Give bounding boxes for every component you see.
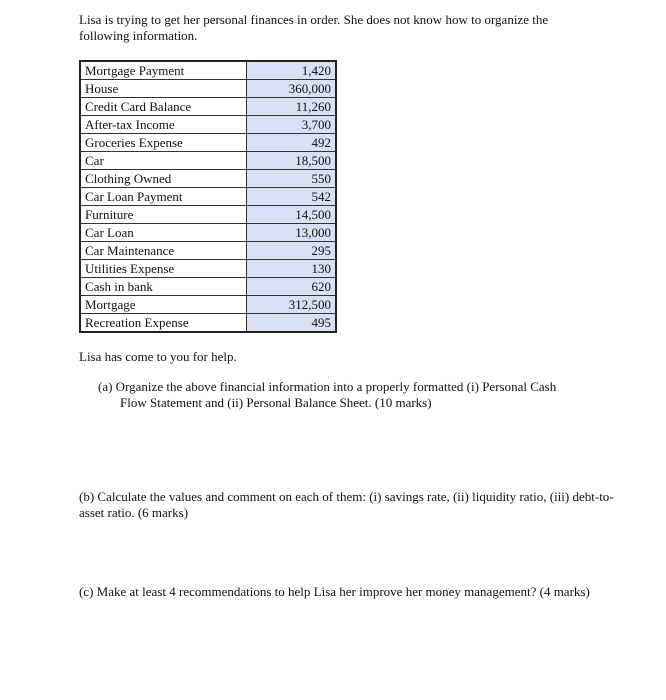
table-row — [80, 206, 336, 224]
row-value: 11,260 — [247, 98, 337, 116]
row-label: Recreation Expense — [80, 314, 247, 333]
table-row — [80, 260, 336, 278]
question-c: (c) Make at least 4 recommendations to help Lisa her improve her money management? (4 marks) — [79, 584, 590, 599]
row-label: Car — [80, 152, 247, 170]
row-label: Groceries Expense — [80, 134, 247, 152]
table-row — [80, 98, 336, 116]
table-row — [80, 314, 336, 333]
row-value: 492 — [247, 134, 337, 152]
row-label: Credit Card Balance — [80, 98, 247, 116]
help-paragraph: Lisa has come to you for help. — [79, 349, 237, 364]
row-label: Mortgage Payment — [80, 61, 247, 80]
row-value: 130 — [247, 260, 337, 278]
table-row — [80, 296, 336, 314]
financial-data-table — [79, 60, 337, 333]
table-row — [80, 242, 336, 260]
row-label: Mortgage — [80, 296, 247, 314]
row-value: 14,500 — [247, 206, 337, 224]
table-row — [80, 116, 336, 134]
row-value: 495 — [247, 314, 337, 333]
table-row — [80, 170, 336, 188]
table-row — [80, 278, 336, 296]
question-b: (b) Calculate the values and comment on each of them: (i) savings rate, (ii) liquidity ratio, (iii) debt-to-asset ratio. (6 marks) — [79, 489, 614, 520]
question-a — [98, 379, 598, 411]
row-label: After-tax Income — [80, 116, 247, 134]
row-label: Clothing Owned — [80, 170, 247, 188]
row-value: 1,420 — [247, 61, 337, 80]
row-value: 360,000 — [247, 80, 337, 98]
table-row — [80, 188, 336, 206]
row-label: Car Loan Payment — [80, 188, 247, 206]
table-row — [80, 61, 336, 80]
row-value: 18,500 — [247, 152, 337, 170]
table-row — [80, 134, 336, 152]
row-label: Car Loan — [80, 224, 247, 242]
question-a-line2: Flow Statement and (ii) Personal Balance Sheet. (10 marks) — [120, 395, 432, 410]
row-label: Cash in bank — [80, 278, 247, 296]
row-value: 620 — [247, 278, 337, 296]
table-row — [80, 224, 336, 242]
row-value: 3,700 — [247, 116, 337, 134]
row-value: 550 — [247, 170, 337, 188]
row-value: 312,500 — [247, 296, 337, 314]
table-row — [80, 80, 336, 98]
row-value: 295 — [247, 242, 337, 260]
question-a-line1: (a) Organize the above financial information into a properly formatted (i) Personal Cash — [98, 379, 557, 394]
row-value: 13,000 — [247, 224, 337, 242]
table-body — [80, 61, 336, 332]
row-label: Utilities Expense — [80, 260, 247, 278]
row-value: 542 — [247, 188, 337, 206]
row-label: Furniture — [80, 206, 247, 224]
table-row — [80, 152, 336, 170]
intro-paragraph: Lisa is trying to get her personal finances in order. She does not know how to organize the following information. — [79, 12, 549, 43]
row-label: House — [80, 80, 247, 98]
row-label: Car Maintenance — [80, 242, 247, 260]
